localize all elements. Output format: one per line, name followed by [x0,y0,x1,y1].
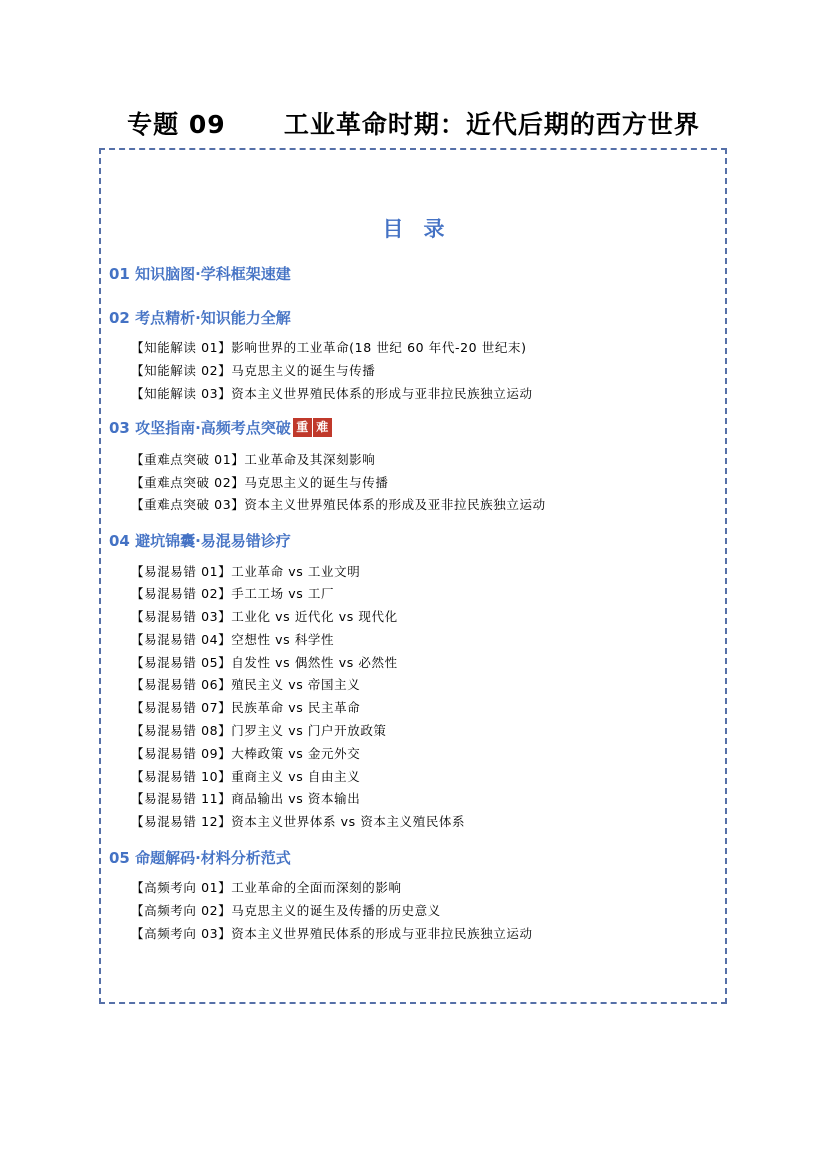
section-title[interactable]: 01 知识脑图·学科框架速建 [109,265,291,283]
section-title-text: 03 攻坚指南·高频考点突破 [109,419,291,437]
toc-item[interactable]: 【易混易错 08】门罗主义 vs 门户开放政策 [131,723,387,738]
toc-item[interactable]: 【易混易错 01】工业革命 vs 工业文明 [131,564,361,579]
toc-item[interactable]: 【易混易错 11】商品输出 vs 资本输出 [131,791,361,806]
toc-item[interactable]: 【易混易错 10】重商主义 vs 自由主义 [131,769,361,784]
badge-char: 难 [313,418,332,437]
badge-char: 重 [293,418,312,437]
section-title[interactable]: 05 命题解码·材料分析范式 [109,849,291,867]
toc-item[interactable]: 【重难点突破 03】资本主义世界殖民体系的形成及亚非拉民族独立运动 [131,497,546,512]
section-title[interactable]: 04 避坑锦囊·易混易错诊疗 [109,532,291,550]
toc-item[interactable]: 【高频考向 01】工业革命的全面而深刻的影响 [131,880,402,895]
toc-item[interactable]: 【知能解读 03】资本主义世界殖民体系的形成与亚非拉民族独立运动 [131,386,533,401]
toc-item[interactable]: 【知能解读 02】马克思主义的诞生与传播 [131,363,376,378]
toc-item[interactable]: 【重难点突破 02】马克思主义的诞生与传播 [131,475,389,490]
toc-item[interactable]: 【易混易错 02】手工工场 vs 工厂 [131,586,335,601]
toc-item[interactable]: 【易混易错 06】殖民主义 vs 帝国主义 [131,677,361,692]
toc-item[interactable]: 【易混易错 07】民族革命 vs 民主革命 [131,700,361,715]
toc-heading: 目录 [382,217,465,241]
toc-item[interactable]: 【易混易错 12】资本主义世界体系 vs 资本主义殖民体系 [131,814,466,829]
toc-item[interactable]: 【高频考向 02】马克思主义的诞生及传播的历史意义 [131,903,441,918]
toc-item[interactable]: 【高频考向 03】资本主义世界殖民体系的形成与亚非拉民族独立运动 [131,926,533,941]
section-title[interactable] [109,417,333,438]
toc-item[interactable]: 【重难点突破 01】工业革命及其深刻影响 [131,452,376,467]
toc-item[interactable]: 【知能解读 01】影响世界的工业革命(18 世纪 60 年代-20 世纪末) [131,340,527,355]
section-title[interactable]: 02 考点精析·知识能力全解 [109,309,291,327]
key-difficult-badge [293,418,333,437]
toc-item[interactable]: 【易混易错 03】工业化 vs 近代化 vs 现代化 [131,609,398,624]
toc-item[interactable]: 【易混易错 05】自发性 vs 偶然性 vs 必然性 [131,655,398,670]
toc-item[interactable]: 【易混易错 09】大棒政策 vs 金元外交 [131,746,361,761]
document-title: 专题 09 工业革命时期：近代后期的西方世界 [127,110,700,139]
toc-item[interactable]: 【易混易错 04】空想性 vs 科学性 [131,632,335,647]
